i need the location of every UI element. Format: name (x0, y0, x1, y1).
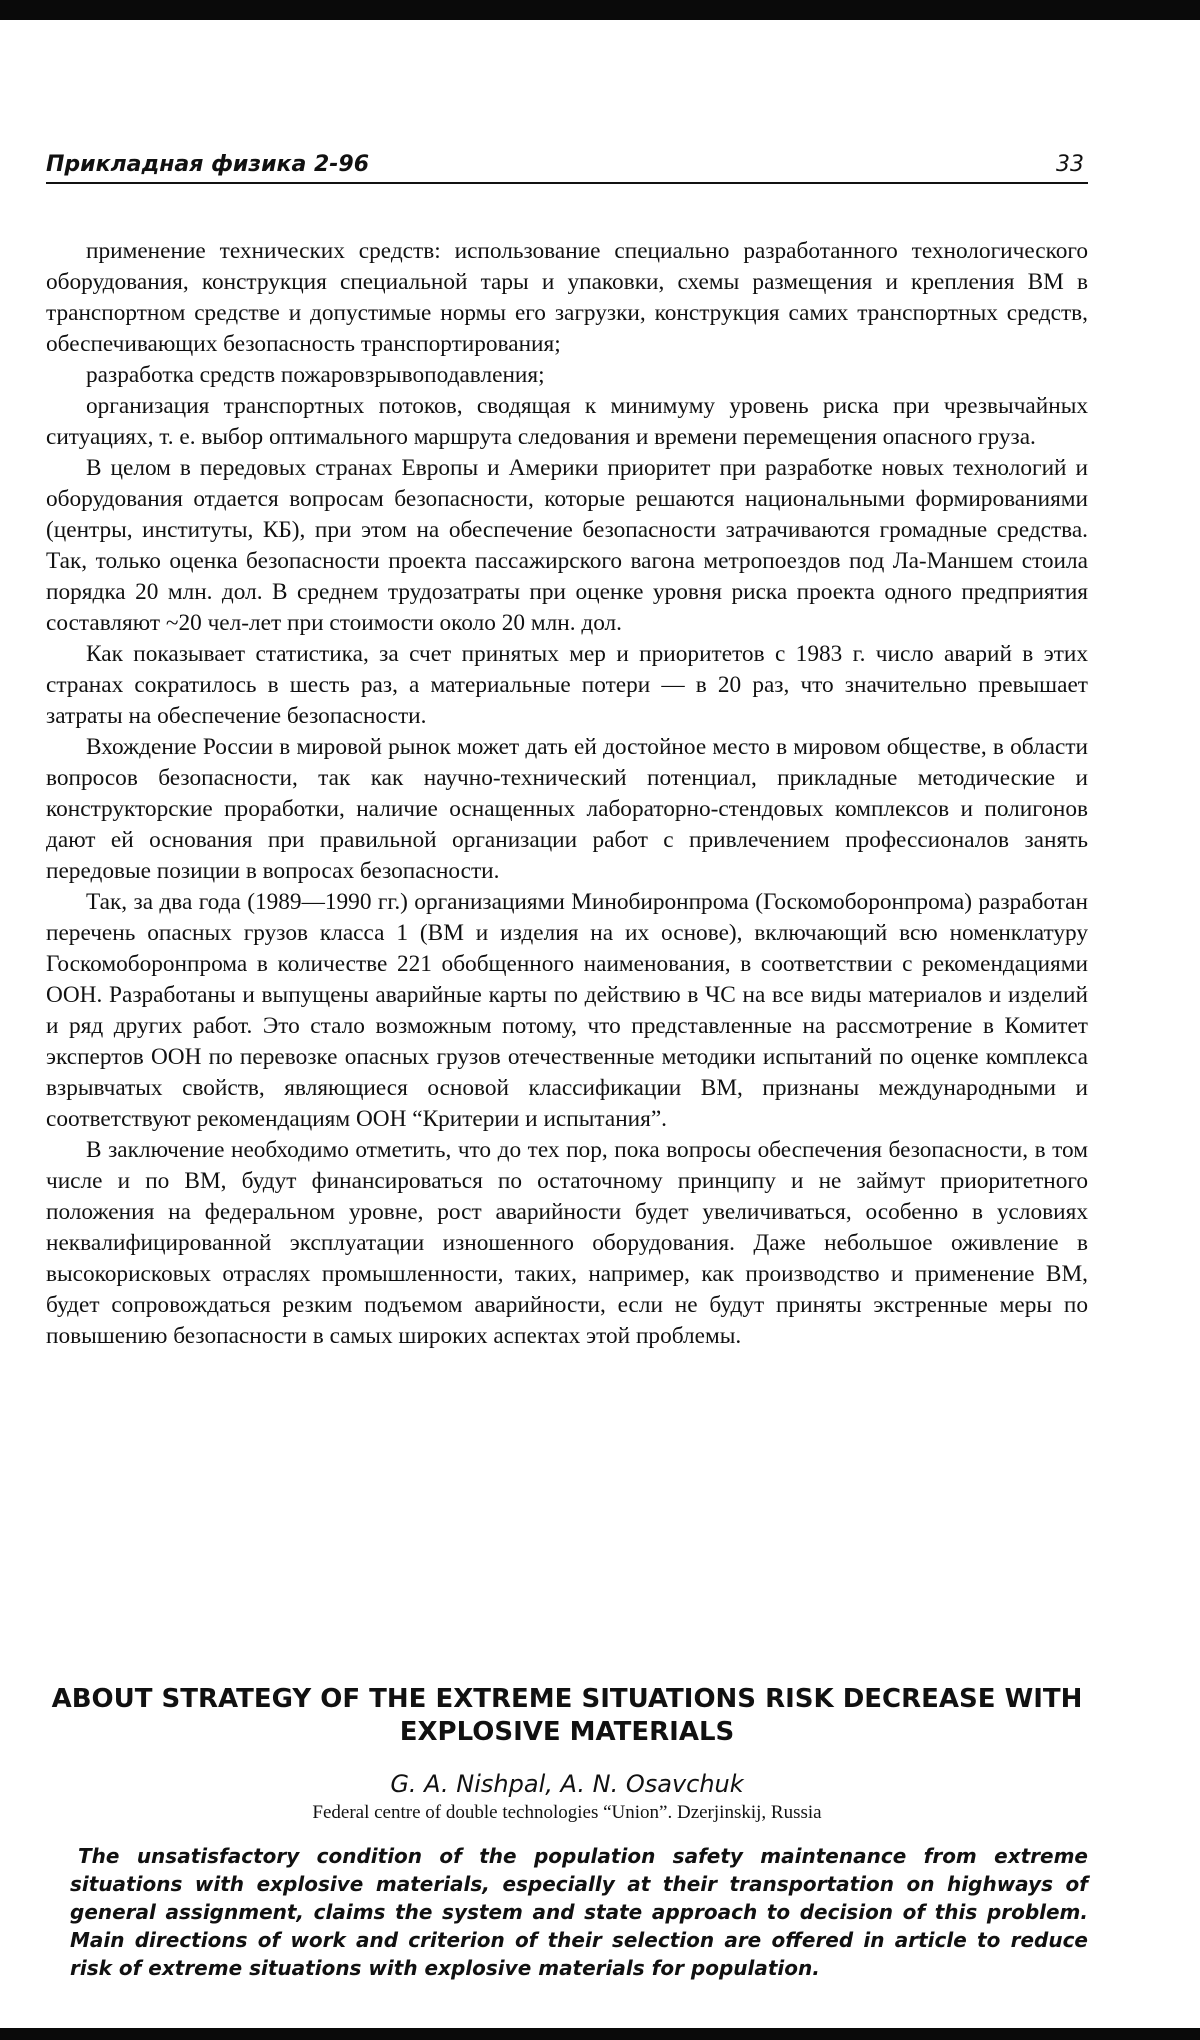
authors: G. A. Nishpal, A. N. Osavchuk (390, 1770, 744, 1798)
paragraph: разработка средств пожаровзрывоподавления; (86, 362, 545, 388)
affiliation: Federal centre of double technologies “Union”. Dzerjinskij, Russia (312, 1802, 822, 1823)
english-abstract: The unsatisfactory condition of the population safety maintenance from extreme situations with explosive materials, especially at their transportation on highways of general assignment, claims the system and state approach to decision of this problem. Main directions of work and criterion of their selection are offered in article to reduce risk of extreme situations with explosive materials for population. (70, 1844, 1088, 1980)
page-number: 33 (1056, 152, 1084, 177)
paragraph: Так, за два года (1989—1990 гг.) организациями Минобиронпрома (Госкомоборонпрома) разработан перечень опасных грузов класса 1 (ВМ и изделия на их основе), включающий всю номенклатуру Госкомоборонпрома в количестве 221 обобщенного наименования, в соответствии с рекомендациями ООН. Разработаны и выпущены аварийные карты по действию в ЧС на все виды материалов и изделий и ряд других работ. Это стало возможным потому, что представленные на рассмотрение в Комитет экспертов ООН по перевозке опасных грузов отечественные методики испытаний по оценке комплекса взрывчатых свойств, являющиеся основой классификации ВМ, признаны международными и соответствуют рекомендациям ООН “Критерии и испытания”. (46, 889, 1088, 1132)
article-body (46, 236, 1088, 1352)
english-title: ABOUT STRATEGY OF THE EXTREME SITUATIONS RISK DECREASE WITH EXPLOSIVE MATERIALS (51, 1684, 1083, 1747)
journal-title: Прикладная физика 2-96 (46, 152, 369, 177)
paragraph: Как показывает статистика, за счет принятых мер и приоритетов с 1983 г. число аварий в этих странах сократилось в шесть раз, а материальные потери — в 20 раз, что значительно превышает затраты на обеспечение безопасности. (46, 641, 1088, 729)
paragraph: применение технических средств: использование специально разработанного технологического оборудования, конструкция специальной тары и упаковки, схемы размещения и крепления ВМ в транспортном средстве и допустимые нормы его загрузки, конструкция самих транспортных средств, обеспечивающих безопасность транспортирования; (46, 238, 1088, 357)
paragraph: В целом в передовых странах Европы и Америки приоритет при разработке новых технологий и оборудования отдается вопросам безопасности, которые решаются национальными формированиями (центры, институты, КБ), при этом на обеспечение безопасности затрачиваются громадные средства. Так, только оценка безопасности проекта пассажирского вагона метропоездов под Ла-Маншем стоила порядка 20 млн. дол. В среднем трудозатраты при оценке уровня риска проекта одного предприятия составляют ~20 чел-лет при стоимости около 20 млн. дол. (46, 455, 1088, 636)
paragraph: В заключение необходимо отметить, что до тех пор, пока вопросы обеспечения безопасности, в том числе и по ВМ, будут финансироваться по остаточному принципу и не займут приоритетного положения на федеральном уровне, рост аварийности будет увеличиваться, особенно в условиях неквалифицированной эксплуатации изношенного оборудования. Даже небольшое оживление в высокорисковых отраслях промышленности, таких, например, как производство и применение ВМ, будет сопровождаться резким подъемом аварийности, если не будут приняты экстренные меры по повышению безопасности в самых широких аспектах этой проблемы. (46, 1137, 1088, 1349)
paragraph: организация транспортных потоков, сводящая к минимуму уровень риска при чрезвычайных ситуациях, т. е. выбор оптимального маршрута следования и времени перемещения опасного груза. (46, 393, 1088, 450)
scan-border-bottom (0, 2028, 1200, 2040)
scan-border-top (0, 0, 1200, 20)
running-header (46, 150, 1088, 184)
paragraph: Вхождение России в мировой рынок может дать ей достойное место в мировом обществе, в области вопросов безопасности, так как научно-технический потенциал, прикладные методические и конструкторские проработки, наличие оснащенных лабораторно-стендовых комплексов и полигонов дают ей основания при правильной организации работ с привлечением профессионалов занять передовые позиции в вопросах безопасности. (46, 734, 1088, 884)
